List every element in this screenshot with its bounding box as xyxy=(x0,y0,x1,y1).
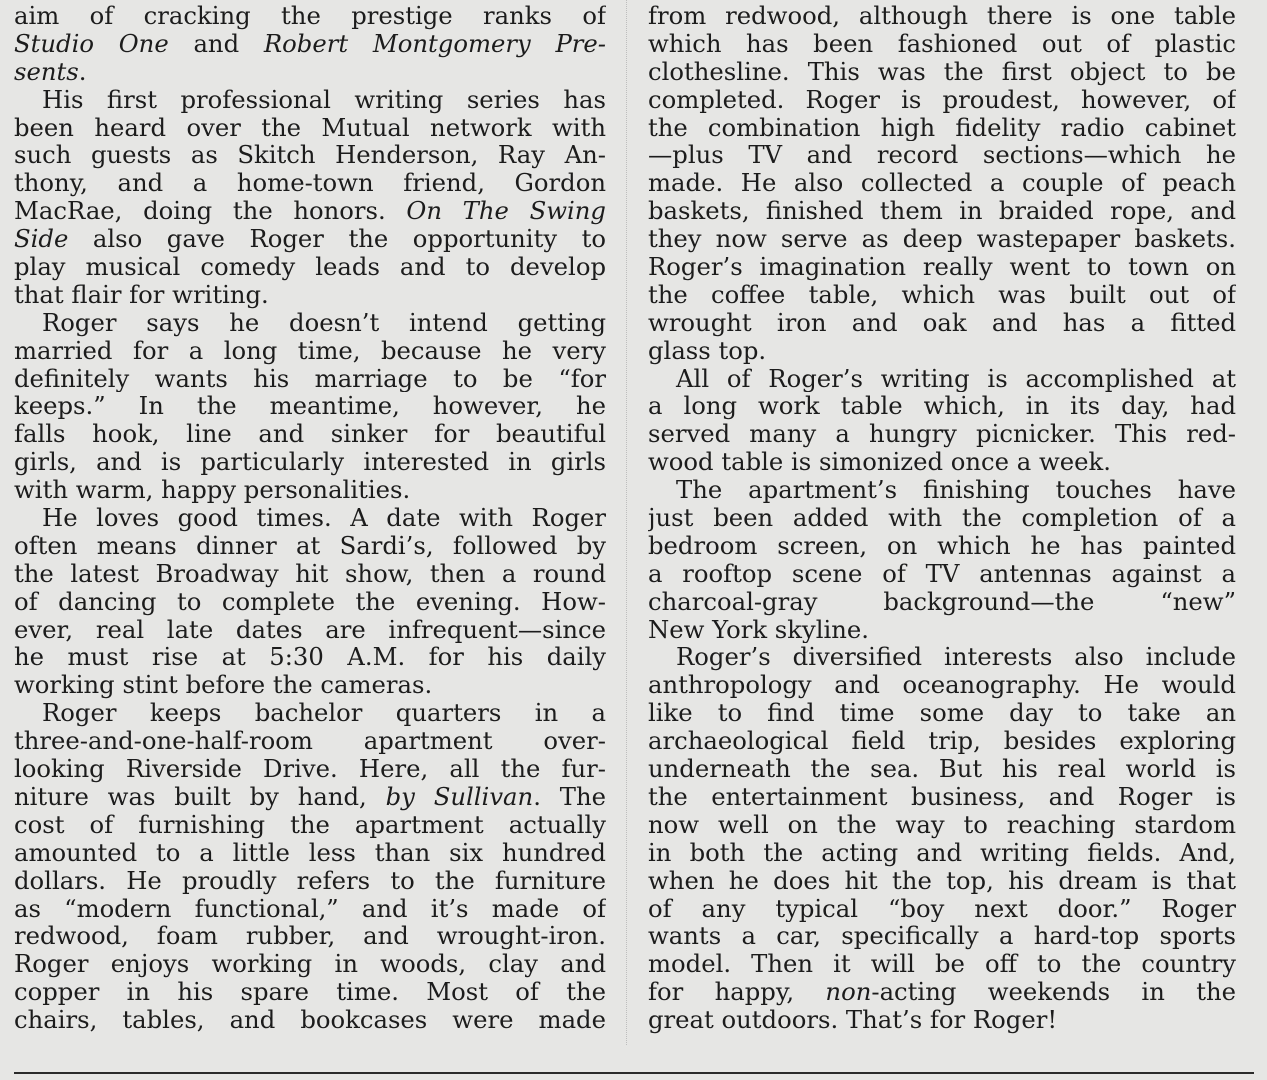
text-run: as “modern functional,” and it’s made of xyxy=(14,894,606,923)
text-line xyxy=(648,811,1236,839)
text-run: dollars. He proudly refers to the furniture xyxy=(14,866,606,895)
text-run: New York skyline. xyxy=(648,615,869,644)
text-line xyxy=(648,58,1236,86)
text-line xyxy=(14,839,606,867)
text-run: cost of furnishing the apartment actually xyxy=(14,810,606,839)
text-line xyxy=(648,169,1236,197)
italic-title: non xyxy=(825,978,872,1007)
text-run: married for a long time, because he very xyxy=(14,336,606,365)
bottom-rule xyxy=(14,1072,1254,1074)
text-line xyxy=(14,755,606,783)
text-line xyxy=(648,616,1236,644)
text-line xyxy=(14,867,606,895)
text-run: a long work table which, in its day, had xyxy=(648,392,1236,421)
text-run: and xyxy=(168,29,264,58)
text-run: MacRae, doing the honors. xyxy=(14,197,407,226)
text-run: clothesline. This was the first object to be xyxy=(648,57,1236,86)
italic-title: On The Swing xyxy=(406,197,606,226)
text-line xyxy=(648,225,1236,253)
text-run: charcoal-gray background—the “new” xyxy=(648,587,1236,616)
text-run: which has been fashioned out of plastic xyxy=(648,29,1236,58)
text-run: ever, real late dates are infrequent—since xyxy=(14,615,606,644)
text-line xyxy=(648,141,1236,169)
text-run: from redwood, although there is one table xyxy=(648,2,1236,30)
italic-title: Side xyxy=(14,225,69,254)
text-line xyxy=(648,86,1236,114)
text-run: often means dinner at Sardi’s, followed by xyxy=(14,531,606,560)
text-line xyxy=(14,978,606,1006)
text-run: been heard over the Mutual network with xyxy=(14,113,606,142)
text-line xyxy=(14,811,606,839)
text-line xyxy=(648,281,1236,309)
text-run: wood table is simonized once a week. xyxy=(648,448,1111,477)
text-run: definitely wants his marriage to be “for xyxy=(14,364,606,393)
text-run: served many a hungry picnicker. This red- xyxy=(648,420,1236,449)
text-line xyxy=(648,950,1236,978)
text-line xyxy=(14,1006,606,1034)
text-run: anthropology and oceanography. He would xyxy=(648,671,1236,700)
text-line xyxy=(648,727,1236,755)
text-run: when he does hit the top, his dream is that xyxy=(648,866,1236,895)
text-run: for happy, xyxy=(648,978,826,1007)
text-run: glass top. xyxy=(648,336,767,365)
text-run: chairs, tables, and bookcases were made xyxy=(14,1006,606,1034)
text-line xyxy=(14,337,606,365)
text-run: looking Riverside Drive. Here, all the fur- xyxy=(14,755,606,783)
text-line xyxy=(14,616,606,644)
text-run: falls hook, line and sinker for beautiful xyxy=(14,420,606,449)
text-line xyxy=(648,476,1236,504)
text-run: in both the acting and writing fields. And, xyxy=(648,838,1236,867)
text-line xyxy=(648,755,1236,783)
text-run: of dancing to complete the evening. How- xyxy=(14,587,606,616)
text-run: he must rise at 5:30 A.M. for his daily xyxy=(14,643,606,672)
text-line xyxy=(14,950,606,978)
text-line xyxy=(648,448,1236,476)
text-line xyxy=(648,337,1236,365)
text-line xyxy=(14,504,606,532)
text-run: great outdoors. That’s for Roger! xyxy=(648,1006,1058,1034)
text-run: the latest Broadway hit show, then a round xyxy=(14,559,606,588)
text-line xyxy=(14,253,606,281)
text-line xyxy=(14,588,606,616)
text-line xyxy=(14,197,606,225)
text-line xyxy=(648,699,1236,727)
text-line xyxy=(14,699,606,727)
text-line xyxy=(14,309,606,337)
text-run: Roger keeps bachelor quarters in a xyxy=(42,699,606,728)
text-run: copper in his spare time. Most of the xyxy=(14,978,606,1007)
text-line xyxy=(14,365,606,393)
text-line xyxy=(14,86,606,114)
text-run: three-and-one-half-room apartment over- xyxy=(14,727,606,756)
text-run: Roger enjoys working in woods, clay and xyxy=(14,950,606,979)
column-gutter xyxy=(626,0,627,1045)
text-run: the entertainment business, and Roger is xyxy=(648,782,1236,811)
text-run: He loves good times. A date with Roger xyxy=(42,504,606,532)
text-line xyxy=(14,448,606,476)
italic-title: by Sullivan xyxy=(385,782,534,811)
text-run: model. Then it will be off to the country xyxy=(648,950,1236,979)
text-line xyxy=(648,30,1236,58)
text-run: they now serve as deep wastepaper baskets. xyxy=(648,225,1236,254)
text-run: The apartment’s finishing touches have xyxy=(676,476,1236,505)
text-run: girls, and is particularly interested in girls xyxy=(14,448,606,477)
text-run: just been added with the completion of a xyxy=(648,504,1236,532)
text-run: His first professional writing series has xyxy=(42,85,606,114)
text-line xyxy=(648,197,1236,225)
text-run: . xyxy=(78,57,87,86)
text-line xyxy=(14,727,606,755)
text-run: like to find time some day to take an xyxy=(648,699,1236,728)
text-line xyxy=(14,643,606,671)
text-line xyxy=(648,643,1236,671)
text-line xyxy=(648,2,1236,30)
text-run: Roger’s diversified interests also include xyxy=(676,643,1236,672)
text-run: completed. Roger is proudest, however, of xyxy=(648,85,1236,114)
text-line xyxy=(14,895,606,923)
italic-title: Studio One xyxy=(14,29,169,58)
text-run: a rooftop scene of TV antennas against a xyxy=(648,559,1236,588)
italic-title: Robert Montgomery Pre- xyxy=(263,29,606,58)
italic-title: sents xyxy=(14,57,79,86)
text-run: aim of cracking the prestige ranks of xyxy=(14,2,606,30)
text-line xyxy=(648,560,1236,588)
text-line xyxy=(648,588,1236,616)
text-run: amounted to a little less than six hundred xyxy=(14,838,606,867)
text-line xyxy=(14,420,606,448)
text-run: -acting weekends in the xyxy=(871,978,1236,1007)
text-line xyxy=(14,476,606,504)
text-line xyxy=(648,114,1236,142)
text-run: of any typical “boy next door.” Roger xyxy=(648,894,1236,923)
text-run: redwood, foam rubber, and wrought-iron. xyxy=(14,922,606,951)
text-run: the combination high fidelity radio cabinet xyxy=(648,113,1236,142)
text-line xyxy=(14,281,606,309)
text-run: play musical comedy leads and to develop xyxy=(14,253,606,281)
text-run: also gave Roger the opportunity to xyxy=(68,225,606,254)
text-line xyxy=(648,1006,1236,1034)
text-line xyxy=(648,671,1236,699)
text-line xyxy=(648,895,1236,923)
article-column-left xyxy=(14,0,606,1034)
text-line xyxy=(648,420,1236,448)
text-run: Roger’s imagination really went to town on xyxy=(648,253,1236,281)
text-line xyxy=(14,30,606,58)
text-run: wants a car, specifically a hard-top sports xyxy=(648,922,1236,951)
text-run: niture was built by hand, xyxy=(14,782,386,811)
text-line xyxy=(14,114,606,142)
text-run: keeps.” In the meantime, however, he xyxy=(14,392,606,421)
text-line xyxy=(648,532,1236,560)
text-line xyxy=(14,392,606,420)
text-line xyxy=(648,253,1236,281)
text-run: All of Roger’s writing is accomplished at xyxy=(676,364,1236,393)
text-run: thony, and a home-town friend, Gordon xyxy=(14,169,606,198)
text-line xyxy=(648,392,1236,420)
text-line xyxy=(648,867,1236,895)
text-run: bedroom screen, on which he has painted xyxy=(648,531,1236,560)
text-line xyxy=(14,58,606,86)
text-line xyxy=(14,169,606,197)
text-run: wrought iron and oak and has a fitted xyxy=(648,308,1236,337)
text-line xyxy=(648,504,1236,532)
text-run: such guests as Skitch Henderson, Ray An- xyxy=(14,141,606,170)
article-column-right xyxy=(648,0,1236,1034)
text-line xyxy=(14,225,606,253)
text-line xyxy=(14,783,606,811)
text-line xyxy=(14,2,606,30)
text-line xyxy=(648,978,1236,1006)
text-run: —plus TV and record sections—which he xyxy=(648,141,1236,170)
text-run: made. He also collected a couple of peach xyxy=(648,169,1236,198)
text-line xyxy=(648,365,1236,393)
text-line xyxy=(14,560,606,588)
text-run: archaeological field trip, besides exploring xyxy=(648,727,1236,756)
text-line xyxy=(648,839,1236,867)
text-run: that flair for writing. xyxy=(14,280,269,309)
text-line xyxy=(648,922,1236,950)
text-run: the coffee table, which was built out of xyxy=(648,280,1236,309)
text-run: underneath the sea. But his real world is xyxy=(648,755,1236,783)
text-run: Roger says he doesn’t intend getting xyxy=(42,308,606,337)
text-line xyxy=(14,671,606,699)
text-line xyxy=(14,141,606,169)
text-run: now well on the way to reaching stardom xyxy=(648,810,1236,839)
text-line xyxy=(14,532,606,560)
text-run: working stint before the cameras. xyxy=(14,671,433,700)
text-line xyxy=(14,922,606,950)
text-run: . The xyxy=(533,782,606,811)
text-line xyxy=(648,309,1236,337)
text-run: baskets, finished them in braided rope, and xyxy=(648,197,1236,226)
text-run: with warm, happy personalities. xyxy=(14,476,411,505)
text-line xyxy=(648,783,1236,811)
